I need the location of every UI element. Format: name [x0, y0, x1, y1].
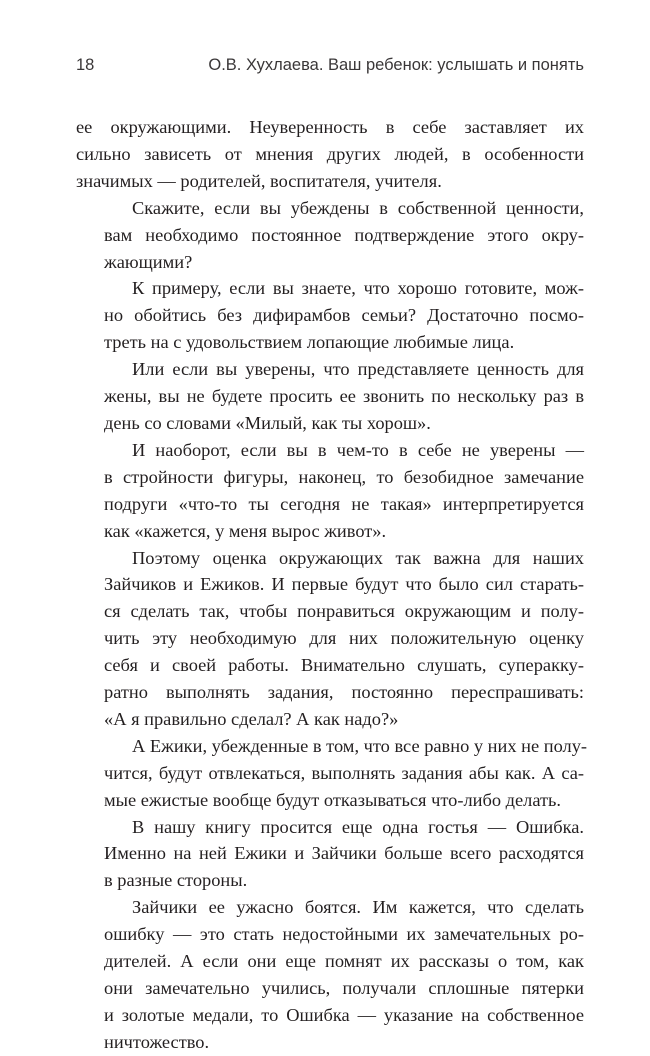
body-text: [76, 114, 588, 1056]
paragraph: [76, 114, 584, 195]
text-line: Скажите, если вы убеждены в собственной ценности,: [132, 197, 584, 218]
text-line: день со словами «Милый, как ты хорош».: [104, 412, 431, 433]
text-line: А Ежики, убежденные в том, что все равно у них не полу-: [132, 735, 588, 756]
text-line: как «кажется, у меня вырос живот».: [104, 520, 387, 541]
text-line: ошибку — это стать недостойными их замечательных ро-: [104, 924, 584, 945]
text-line: Именно на ней Ежики и Зайчики больше всего расходятся: [104, 843, 584, 864]
paragraph: [76, 356, 584, 437]
paragraph: [76, 814, 584, 895]
paragraph: [76, 195, 584, 276]
text-line: ратно выполнять задания, постоянно переспрашивать:: [104, 682, 584, 703]
text-line: жающими?: [104, 251, 193, 272]
text-line: К примеру, если вы знаете, что хорошо готовите, мож-: [132, 278, 584, 299]
running-title: О.В. Хухлаева. Ваш ребенок: услышать и понять: [208, 56, 584, 74]
paragraph: [76, 545, 584, 733]
text-line: вам необходимо постоянное подтверждение этого окру-: [104, 224, 584, 245]
text-line: треть на с удовольствием лопающие любимые лица.: [104, 332, 515, 353]
text-line: ее окружающими. Неуверенность в себе заставляет их: [76, 117, 584, 137]
text-line: они замечательно учились, получали сплошные пятерки: [104, 978, 584, 998]
paragraph: [76, 733, 588, 814]
text-line: ся сделать так, чтобы понравиться окружающим и полу-: [104, 601, 584, 622]
page-number: 18: [76, 56, 95, 74]
text-line: себя и своей работы. Внимательно слушать, суперакку-: [104, 655, 584, 676]
text-line: и золотые медали, то Ошибка — указание на собственное: [104, 1004, 584, 1025]
text-line: Зайчики ее ужасно боятся. Им кажется, что сделать: [132, 897, 584, 918]
text-line: жены, вы не будете просить ее звонить по нескольку раз в: [104, 386, 584, 407]
text-line: дителей. А если они еще помнят их рассказы о том, как: [104, 951, 584, 972]
text-line: мые ежистые вообще будут отказываться что-либо делать.: [104, 789, 562, 810]
text-line: подруги «что-то ты сегодня не такая» интерпретируется: [104, 493, 584, 514]
text-line: в разные стороны.: [104, 870, 248, 891]
paragraph: [76, 275, 584, 356]
text-line: сильно зависеть от мнения других людей, в особенности: [76, 143, 584, 164]
text-line: значимых — родителей, воспитателя, учителя.: [76, 170, 442, 191]
text-line: чится, будут отвлекаться, выполнять задания абы как. А са-: [104, 762, 584, 783]
text-line: И наоборот, если вы в чем-то в себе не уверены —: [132, 439, 584, 460]
text-line: но обойтись без дифирамбов семьи? Достаточно посмо-: [104, 305, 584, 326]
text-line: Или если вы уверены, что представляете ценность для: [132, 359, 584, 380]
paragraph: [76, 894, 584, 1055]
paragraph: [76, 437, 584, 545]
text-line: В нашу книгу просится еще одна гостья — Ошибка.: [132, 816, 584, 837]
text-line: чить эту необходимую для них положительную оценку: [104, 628, 584, 649]
text-line: «А я правильно сделал? А как надо?»: [104, 708, 399, 729]
text-line: в стройности фигуры, наконец, то безобидное замечание: [104, 466, 584, 487]
text-line: Поэтому оценка окружающих так важна для наших: [132, 547, 584, 568]
text-line: ничтожество.: [104, 1031, 210, 1052]
running-header: [76, 56, 584, 82]
text-line: Зайчиков и Ежиков. И первые будут что было сил старать-: [104, 574, 584, 595]
